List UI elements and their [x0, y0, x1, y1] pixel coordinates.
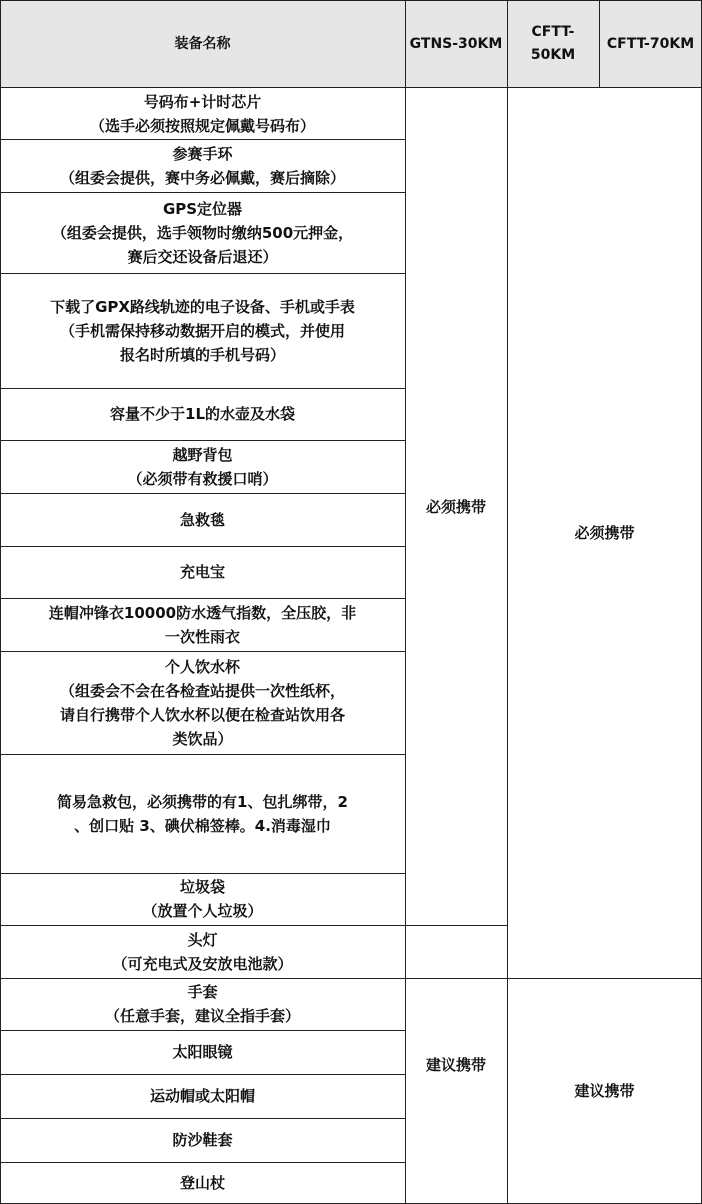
gtns-required-cell — [405, 88, 507, 925]
item-label: 下载了GPX路线轨迹的电子设备、手机或手表 （手机需保持移动数据开启的模式，并使用 报名时所填的手机号码） — [50, 297, 355, 364]
item-label: 防沙鞋套 — [172, 1131, 233, 1149]
row-divider — [0, 139, 405, 140]
row-divider — [0, 192, 405, 193]
item-sunglasses — [0, 1030, 405, 1074]
row-divider — [0, 598, 405, 599]
row-divider — [0, 546, 405, 547]
item-label: 容量不少于1L的水壶及水袋 — [110, 405, 295, 423]
gtns-required-label: 必须携带 — [425, 497, 486, 516]
row-divider — [0, 651, 405, 652]
item-power-bank — [0, 546, 405, 598]
item-bib-chip — [0, 88, 405, 139]
item-gaiters — [0, 1118, 405, 1162]
gtns-recommended-cell — [405, 925, 507, 1204]
row-divider — [0, 388, 405, 389]
col-divider — [405, 0, 406, 1204]
row-divider — [0, 978, 702, 979]
item-drinking-cup — [0, 651, 405, 754]
item-label: 手套 （任意手套，建议全指手套） — [104, 983, 300, 1025]
row-divider — [0, 1162, 405, 1163]
item-label: 头灯 （可充电式及安放电池款） — [112, 930, 293, 973]
header-cftt50-label: CFTT- 50KM — [530, 24, 576, 63]
item-first-aid-kit — [0, 754, 405, 873]
col-divider — [507, 0, 508, 1204]
table-border-left — [0, 0, 1, 1204]
row-divider — [0, 873, 405, 874]
item-rain-jacket — [0, 598, 405, 651]
header-bottom-line — [0, 87, 702, 88]
row-divider — [0, 273, 405, 274]
item-label: 越野背包 （必须带有救援口哨） — [127, 445, 278, 488]
row-divider — [0, 493, 405, 494]
row-divider — [0, 1118, 405, 1119]
item-cap — [0, 1074, 405, 1118]
header-name-col — [0, 0, 405, 88]
item-label: 登山杖 — [179, 1174, 225, 1192]
header-cftt-70km — [599, 0, 702, 88]
item-label: 运动帽或太阳帽 — [149, 1087, 255, 1105]
item-water-bottle — [0, 388, 405, 440]
item-label: 垃圾袋 （放置个人垃圾） — [142, 878, 263, 920]
item-emergency-blanket — [0, 493, 405, 546]
gtns-recommended-label: 建议携带 — [425, 1055, 486, 1074]
row-divider — [0, 440, 405, 441]
item-trash-bag — [0, 873, 405, 925]
item-label: 太阳眼镜 — [172, 1043, 233, 1061]
item-headlamp — [0, 925, 405, 978]
header-gtns-label: GTNS-30KM — [409, 35, 503, 52]
header-gtns-30km — [405, 0, 507, 88]
cftt-required-cell — [507, 88, 702, 978]
item-label: GPS定位器 （组委会提供，选手领物时缴纳500元押金， 赛后交还设备后退还） — [51, 199, 354, 266]
item-label: 简易急救包，必须携带的有1、包扎绑带，2 、创口贴 3、碘伏棉签棒。4.消毒湿巾 — [57, 792, 348, 835]
item-gloves — [0, 978, 405, 1030]
row-divider — [0, 1074, 405, 1075]
cftt-recommended-cell — [507, 978, 702, 1204]
header-name-label: 装备名称 — [174, 35, 231, 52]
item-gpx-device — [0, 273, 405, 388]
item-label: 个人饮水杯 （组委会不会在各检查站提供一次性纸杯， 请自行携带个人饮水杯以便在检查站饮用各 类饮品） — [59, 657, 345, 748]
item-label: 参赛手环 （组委会提供，赛中务必佩戴，赛后摘除） — [59, 144, 345, 187]
item-label: 连帽冲锋衣10000防水透气指数，全压胶，非 一次性雨衣 — [48, 603, 357, 646]
item-gps-tracker — [0, 192, 405, 273]
cftt-recommended-label: 建议携带 — [574, 1082, 635, 1100]
item-wristband — [0, 139, 405, 192]
row-divider — [0, 925, 507, 926]
item-label: 充电宝 — [179, 563, 225, 581]
item-label: 号码布+计时芯片 （选手必须按照规定佩戴号码布） — [89, 92, 315, 135]
item-backpack — [0, 440, 405, 493]
col-divider — [599, 0, 600, 88]
table-border-top — [0, 0, 702, 1]
header-cftt-50km — [507, 0, 599, 88]
row-divider — [0, 754, 405, 755]
row-divider — [0, 1030, 405, 1031]
cftt-required-label: 必须携带 — [574, 524, 635, 542]
item-trekking-poles — [0, 1162, 405, 1204]
item-label: 急救毯 — [179, 510, 225, 529]
header-cftt70-label: CFTT-70KM — [606, 35, 695, 52]
